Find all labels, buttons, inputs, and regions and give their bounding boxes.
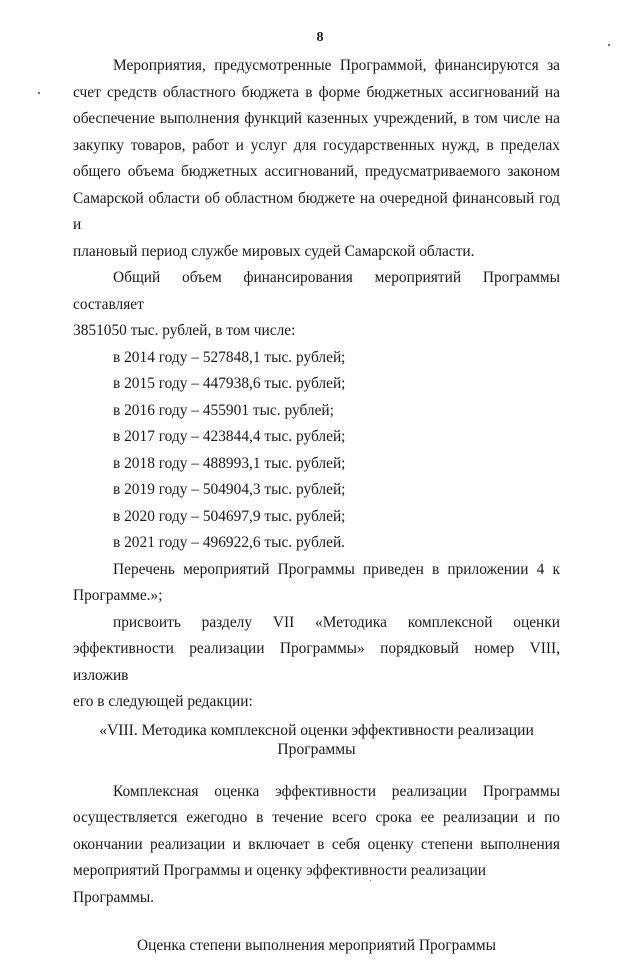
text-line: 3851050 тыс. рублей, в том числе: <box>73 322 296 339</box>
year-item: в 2015 году – 447938,6 тыс. рублей; <box>113 375 346 392</box>
text-line: закупку товаров, работ и услуг для государственных нужд, в пределах <box>73 136 560 154</box>
year-item: в 2020 году – 504697,9 тыс. рублей; <box>113 507 346 525</box>
assessment-paragraph <box>73 779 560 912</box>
text-line: мероприятий Программы и оценку эффективности реализации Программы. <box>73 862 487 906</box>
heading-line: «VIII. Методика комплексной оценки эффективности реализации <box>99 721 534 739</box>
text-line: Перечень мероприятий Программы приведен в приложении 4 к <box>113 560 560 578</box>
financing-paragraph <box>73 53 560 265</box>
text-line: его в следующей редакции: <box>73 693 253 710</box>
text-line: обеспечение выполнения функций казенных учреждений, в том числе на <box>73 110 560 127</box>
text-line: присвоить разделу VII «Методика комплексной оценки <box>113 613 560 631</box>
text-line: плановый период службе мировых судей Самарской области. <box>73 242 475 260</box>
scan-speck <box>38 92 40 94</box>
spacer <box>73 911 560 933</box>
text-line: Мероприятия, предусмотренные Программой, финансируются за <box>113 57 560 74</box>
text-line: окончании реализации и включает в себя оценку степени выполнения <box>73 835 560 853</box>
text-line: Программе.»; <box>73 587 163 604</box>
assign-section-paragraph <box>73 610 560 716</box>
total-volume-paragraph <box>73 265 560 345</box>
year-item: в 2021 году – 496922,6 тыс. рублей. <box>113 534 346 551</box>
section-heading <box>73 721 560 759</box>
heading-line: Программы <box>277 740 356 758</box>
year-item: в 2018 году – 488993,1 тыс. рублей; <box>113 454 346 472</box>
year-item: в 2017 году – 423844,4 тыс. рублей; <box>113 428 346 445</box>
text-line: Самарской области об областном бюджете на очередной финансовый год и <box>73 189 560 233</box>
text-line: общего объема бюджетных ассигнований, предусматриваемого законом <box>73 163 560 180</box>
year-item: в 2014 году – 527848,1 тыс. рублей; <box>113 348 346 366</box>
text-line: Комплексная оценка эффективности реализации Программы <box>113 782 560 800</box>
document-body <box>73 53 560 960</box>
scan-speck <box>608 44 610 46</box>
text-line: счет средств областного бюджета в форме бюджетных ассигнований на <box>73 83 560 101</box>
subsection-heading: Оценка степени выполнения мероприятий Программы <box>136 937 497 954</box>
yearly-financing-list <box>73 345 560 557</box>
page-number: 8 <box>316 30 324 45</box>
text-line: эффективности реализации Программы» порядковый номер VIII, изложив <box>73 640 560 684</box>
text-line: Общий объем финансирования мероприятий Программы составляет <box>73 269 560 313</box>
appendix-paragraph <box>73 557 560 610</box>
year-item: в 2016 году – 455901 тыс. рублей; <box>113 401 334 419</box>
text-line: осуществляется ежегодно в течение всего срока ее реализации и по <box>73 809 560 826</box>
year-item: в 2019 году – 504904,3 тыс. рублей; <box>113 481 346 498</box>
